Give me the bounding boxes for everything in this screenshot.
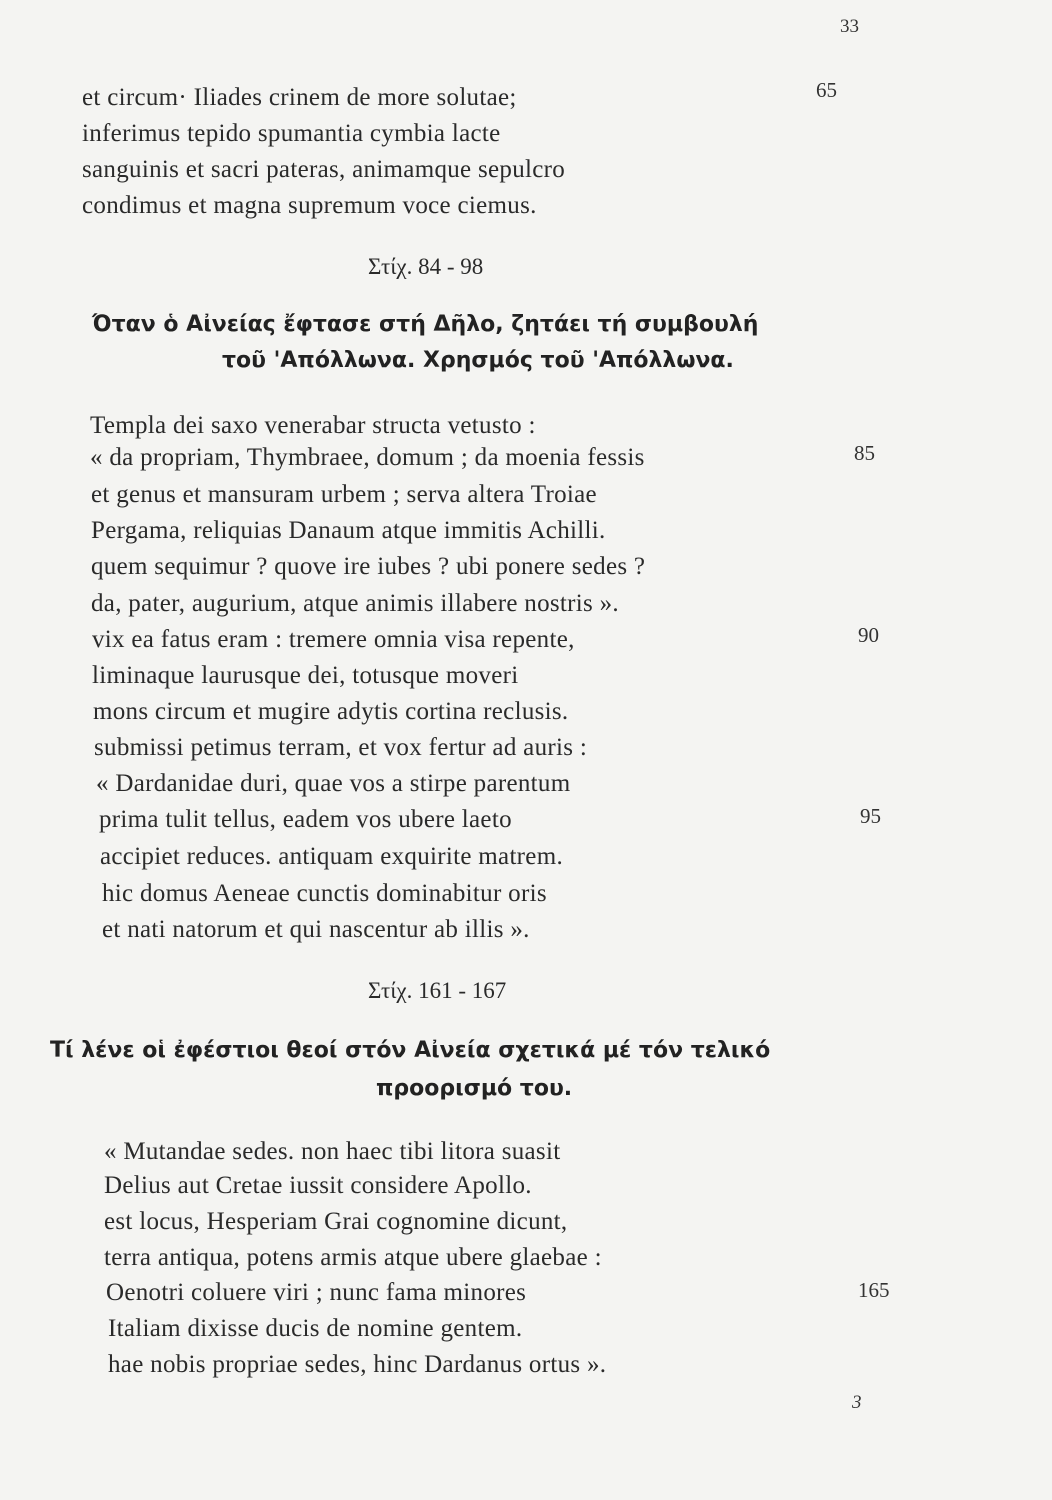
line-number: 65 [816, 78, 837, 102]
section-heading: προορισμό του. [376, 1076, 573, 1101]
section-heading: Τί λένε οἱ ἐφέστιοι θεοί στόν Αἰνεία σχετικά μέ τόν τελικό [50, 1038, 771, 1063]
verse-line: quem sequimur ? quove ire iubes ? ubi ponere sedes ? [91, 553, 646, 580]
verse-line: da, pater, augurium, atque animis illabere nostris ». [91, 590, 619, 617]
verse-line: mons circum et mugire adytis cortina reclusis. [93, 698, 569, 725]
verse-reference: Στίχ. 84 - 98 [368, 254, 484, 279]
line-number: 90 [858, 623, 879, 647]
verse-line: Italiam dixisse ducis de nomine gentem. [108, 1315, 523, 1342]
verse-reference: Στίχ. 161 - 167 [368, 978, 507, 1003]
signature-mark: 3 [852, 1392, 862, 1413]
verse-line: Pergama, reliquias Danaum atque immitis Achilli. [91, 517, 606, 544]
verse-line: condimus et magna supremum voce ciemus. [82, 192, 537, 219]
line-number: 165 [858, 1278, 890, 1302]
verse-line: « da propriam, Thymbraee, domum ; da moenia fessis [90, 444, 645, 471]
verse-line: accipiet reduces. antiquam exquirite matrem. [100, 843, 564, 870]
verse-line: et circum· Iliades crinem de more solutae; [82, 84, 517, 111]
section-heading: Όταν ὁ Αἰνείας ἔφτασε στή Δῆλο, ζητάει τή συμβουλή [92, 312, 759, 337]
verse-line: Templa dei saxo venerabar structa vetusto : [90, 412, 536, 439]
verse-line: et genus et mansuram urbem ; serva altera Troiae [91, 481, 597, 508]
verse-line: « Mutandae sedes. non haec tibi litora suasit [104, 1138, 561, 1165]
line-number: 95 [860, 804, 881, 828]
verse-line: « Dardanidae duri, quae vos a stirpe parentum [96, 770, 571, 797]
verse-line: Delius aut Cretae iussit considere Apollo. [104, 1172, 532, 1199]
section-heading: τοῦ 'Απόλλωνα. Χρησμός τοῦ 'Απόλλωνα. [222, 348, 734, 373]
line-number: 85 [854, 441, 875, 465]
verse-line: terra antiqua, potens armis atque ubere glaebae : [104, 1244, 602, 1271]
verse-line: prima tulit tellus, eadem vos ubere laeto [99, 806, 512, 833]
verse-line: hic domus Aeneae cunctis dominabitur oris [102, 880, 547, 907]
verse-line: submissi petimus terram, et vox fertur ad auris : [94, 734, 588, 761]
page-number: 33 [840, 16, 859, 37]
verse-line: inferimus tepido spumantia cymbia lacte [82, 120, 501, 147]
verse-line: et nati natorum et qui nascentur ab illis ». [102, 916, 530, 943]
verse-line: sanguinis et sacri pateras, animamque sepulcro [82, 156, 566, 183]
verse-line: hae nobis propriae sedes, hinc Dardanus ortus ». [108, 1351, 607, 1378]
verse-line: liminaque laurusque dei, totusque moveri [92, 662, 519, 689]
verse-line: est locus, Hesperiam Grai cognomine dicunt, [104, 1208, 568, 1235]
verse-line: vix ea fatus eram : tremere omnia visa repente, [92, 626, 575, 653]
verse-line: Oenotri coluere viri ; nunc fama minores [106, 1279, 527, 1306]
